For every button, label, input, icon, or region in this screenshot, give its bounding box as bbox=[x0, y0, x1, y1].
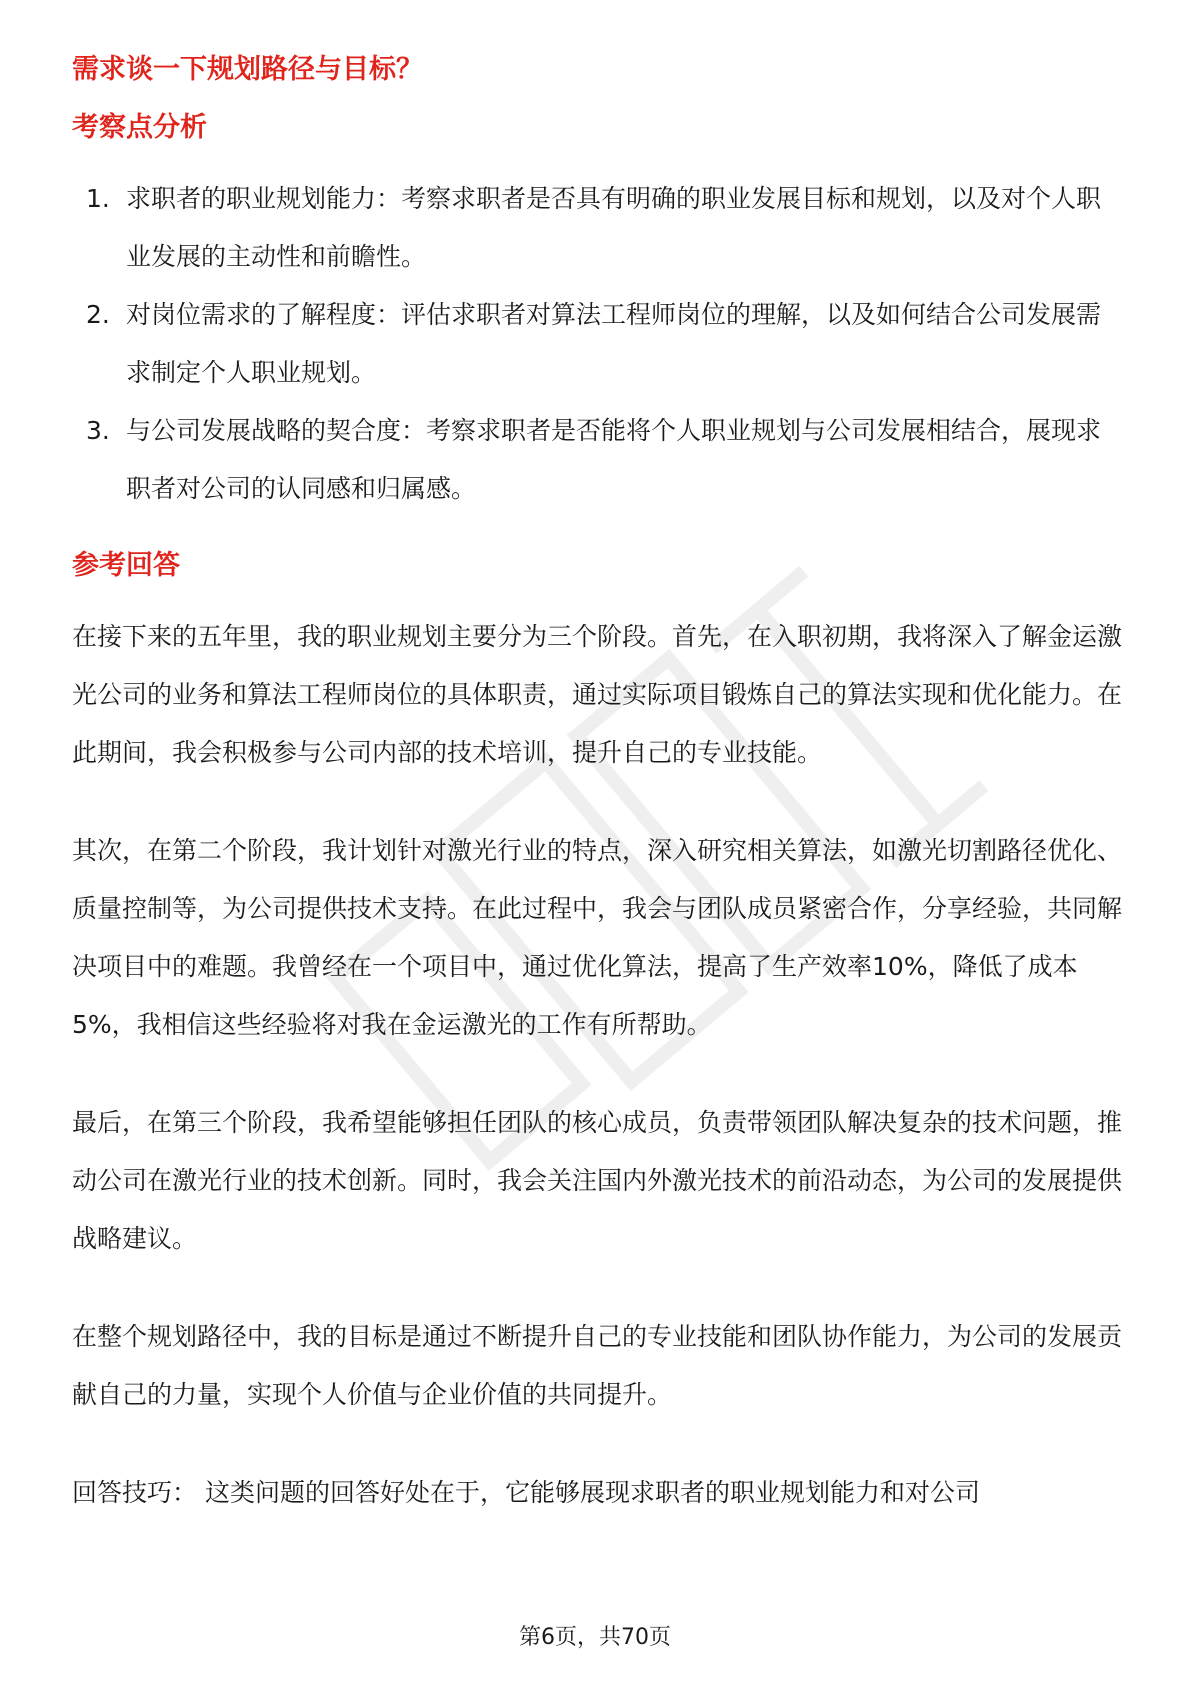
answer-paragraph: 其次，在第二个阶段，我计划针对激光行业的特点，深入研究相关算法，如激光切割路径优化、质量控制等，为公司提供技术支持。在此过程中，我会与团队成员紧密合作，分享经验，共同解决项目中的难题。我曾经在一个项目中，通过优化算法，提高了生产效率10%，降低了成本5%，我相信这些经验将对我在金运激光的工作有所帮助。 bbox=[72, 836, 1123, 1039]
analysis-heading: 考察点分析 bbox=[72, 112, 207, 143]
list-item-number: 2. bbox=[86, 300, 110, 329]
list-item-text: 对岗位需求的了解程度：评估求职者对算法工程师岗位的理解，以及如何结合公司发展需求制定个人职业规划。 bbox=[126, 300, 1102, 387]
list-item-number: 1. bbox=[86, 184, 110, 213]
analysis-points-list bbox=[72, 170, 1122, 518]
list-item-text: 与公司发展战略的契合度：考察求职者是否能将个人职业规划与公司发展相结合，展现求职者对公司的认同感和归属感。 bbox=[126, 416, 1102, 503]
list-item-text: 求职者的职业规划能力：考察求职者是否具有明确的职业发展目标和规划，以及对个人职业发展的主动性和前瞻性。 bbox=[126, 184, 1102, 271]
list-item bbox=[72, 402, 1122, 518]
answer-paragraph: 最后，在第三个阶段，我希望能够担任团队的核心成员，负责带领团队解决复杂的技术问题，推动公司在激光行业的技术创新。同时，我会关注国内外激光技术的前沿动态，为公司的发展提供战略建议。 bbox=[72, 1108, 1123, 1253]
page-number-footer: 第6页，共70页 bbox=[519, 1625, 671, 1650]
document-content bbox=[72, 48, 1122, 1562]
answer-heading: 参考回答 bbox=[72, 550, 180, 581]
answer-tips-paragraph: 回答技巧： 这类问题的回答好处在于，它能够展现求职者的职业规划能力和对公司 bbox=[72, 1478, 980, 1507]
question-title: 需求谈一下规划路径与目标？ bbox=[72, 54, 423, 85]
list-item bbox=[72, 286, 1122, 402]
list-item-number: 3. bbox=[86, 416, 110, 445]
answer-paragraph: 在接下来的五年里，我的职业规划主要分为三个阶段。首先，在入职初期，我将深入了解金运激光公司的业务和算法工程师岗位的具体职责，通过实际项目锻炼自己的算法实现和优化能力。在此期间，我会积极参与公司内部的技术培训，提升自己的专业技能。 bbox=[72, 622, 1123, 767]
list-item bbox=[72, 170, 1122, 286]
answer-paragraph: 在整个规划路径中，我的目标是通过不断提升自己的专业技能和团队协作能力，为公司的发展贡献自己的力量，实现个人价值与企业价值的共同提升。 bbox=[72, 1322, 1123, 1409]
